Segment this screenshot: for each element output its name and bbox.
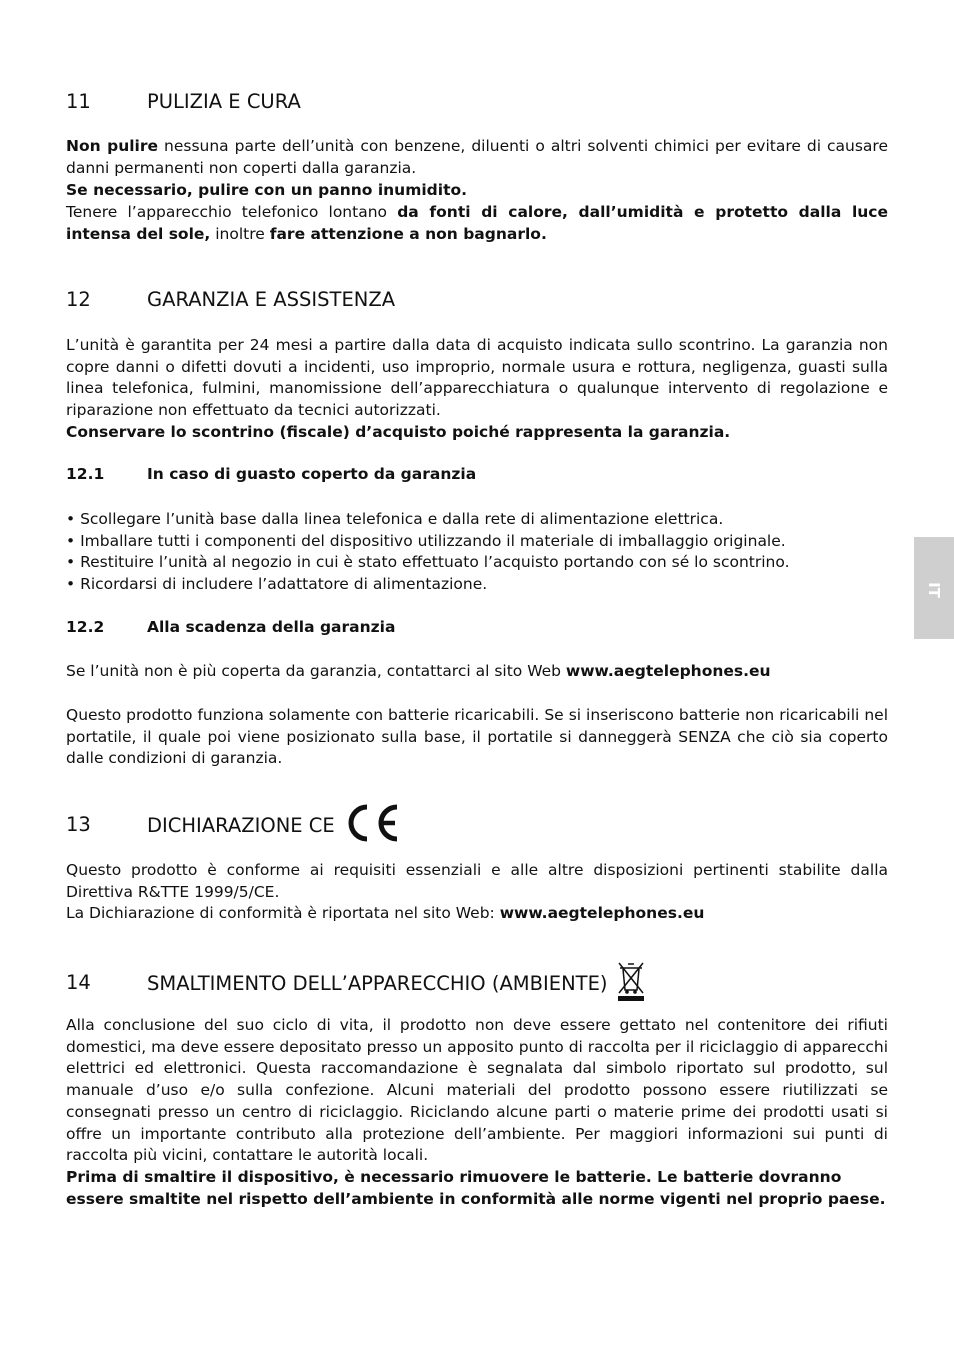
section-13-paragraph-2 (66, 903, 888, 925)
subsection-title: In caso di guasto coperto da garanzia (147, 465, 477, 483)
section-12-paragraph-1 (66, 335, 888, 422)
bold-text: Se necessario, pulire con un panno inumidito. (66, 181, 468, 199)
section-title: SMALTIMENTO DELL’APPARECCHIO (AMBIENTE) (147, 972, 608, 995)
list-item: • Ricordarsi di includere l’adattatore di alimentazione. (66, 575, 488, 594)
body-text: Questo prodotto funziona solamente con batterie ricaricabili. Se si inseriscono batterie non ricaricabili nel portatile, il quale poi viene posizionato sulla base, il portatile si danneggerà SENZA che ciò sia coperto dalle condizioni di garanzia. (66, 706, 888, 768)
subsection-title: Alla scadenza della garanzia (147, 618, 396, 636)
section-13-paragraph-1 (66, 860, 888, 903)
body-text: Tenere l’apparecchio telefonico lontano (66, 203, 398, 221)
section-title: GARANZIA E ASSISTENZA (147, 288, 396, 311)
crossed-out-bin-icon (616, 960, 646, 1007)
website-link[interactable]: www.aegtelephones.eu (499, 904, 705, 922)
subsection-number: 12.2 (66, 618, 105, 636)
list-item: • Scollegare l’unità base dalla linea telefonica e dalla rete di alimentazione elettrica. (66, 510, 724, 528)
section-number: 11 (66, 90, 91, 113)
section-14-paragraph-2 (66, 1167, 888, 1210)
body-text: nessuna parte dell’unità con benzene, diluenti o altri solventi chimici per evitare di causare danni permanenti non coperti dalla garanzia. (66, 137, 888, 177)
section-12-paragraph-2 (66, 422, 888, 444)
bold-text: fare attenzione a non bagnarlo. (269, 224, 547, 243)
section-12-paragraph-3 (66, 661, 888, 683)
section-11-paragraph-1 (66, 136, 888, 179)
bold-text: Conservare lo scontrino (fiscale) d’acquisto poiché rappresenta la garanzia. (66, 423, 731, 441)
body-text: Questo prodotto è conforme ai requisiti essenziali e alle altre disposizioni pertinenti stabilite dalla Direttiva R&TTE 1999/5/CE. (66, 861, 888, 901)
body-text: L’unità è garantita per 24 mesi a partire dalla data di acquisto indicata sullo scontrino. La garanzia non copre danni o difetti dovuti a incidenti, uso improprio, normale usura e rottura, negligenza, guasti sulla linea telefonica, fulmini, manomissione dell’apparecchiatura o qualunque intervento di regolazione e riparazione non effettuato da tecnici autorizzati. (66, 336, 888, 420)
section-14-paragraph-1 (66, 1015, 888, 1167)
section-12-heading (66, 288, 395, 311)
section-number: 12 (66, 288, 91, 311)
language-tab-label: IT (925, 582, 943, 598)
body-text: Se l’unità non è più coperta da garanzia, contattarci al sito Web (66, 662, 566, 680)
bold-text: Non pulire (66, 137, 159, 155)
subsection-12-1-heading (66, 465, 476, 483)
section-11-heading (66, 90, 301, 113)
section-number: 14 (66, 971, 91, 994)
list-item: • Imballare tutti i componenti del dispositivo utilizzando il materiale di imballaggio originale. (66, 531, 786, 550)
body-text: Alla conclusione del suo ciclo di vita, il prodotto non deve essere gettato nel contenitore dei rifiuti domestici, ma deve essere depositato presso un apposito punto di raccolta per il riciclaggio di apparecchi elettrici ed elettronici. Questa raccomandazione è segnalata dal simbolo riportato sul prodotto, sul manuale d’uso e/o sulla confezione. Alcuni materiali del prodotto possono essere riutilizzati se consegnati presso un centro di riciclaggio. Riciclando alcune parti o materie prime dei prodotti usati si offre un importante contributo alla protezione dell’ambiente. Per maggiori informazioni sui punti di raccolta più vicini, contattare le autorità locali. (66, 1016, 888, 1165)
bold-text: da fonti di calore, dall’umidità e protetto dalla luce intensa del sole, (66, 203, 888, 243)
section-14-heading (66, 960, 646, 1007)
language-tab (914, 537, 954, 639)
list-item: • Restituire l’unità al negozio in cui è stato effettuato l’acquisto portando con sé lo scontrino. (66, 553, 790, 572)
bold-text: Prima di smaltire il dispositivo, è necessario rimuovere le batterie. Le batterie dovranno essere smaltite nel rispetto dell’ambiente in conformità alle norme vigenti nel proprio paese. (66, 1168, 886, 1208)
section-13-heading (66, 801, 401, 850)
section-title: PULIZIA E CURA (147, 90, 301, 113)
body-text: La Dichiarazione di conformità è riportata nel sito Web: (66, 904, 500, 922)
ce-mark-icon (343, 801, 401, 850)
section-11-paragraph-2 (66, 180, 888, 202)
subsection-number: 12.1 (66, 465, 105, 483)
body-text: inoltre (210, 224, 270, 243)
section-title: DICHIARAZIONE CE (147, 814, 335, 837)
subsection-12-2-heading (66, 618, 395, 636)
section-12-paragraph-4 (66, 705, 888, 770)
section-number: 13 (66, 813, 91, 836)
section-11-paragraph-3 (66, 202, 888, 245)
website-link[interactable]: www.aegtelephones.eu (565, 662, 771, 680)
bullet-list (66, 509, 888, 596)
